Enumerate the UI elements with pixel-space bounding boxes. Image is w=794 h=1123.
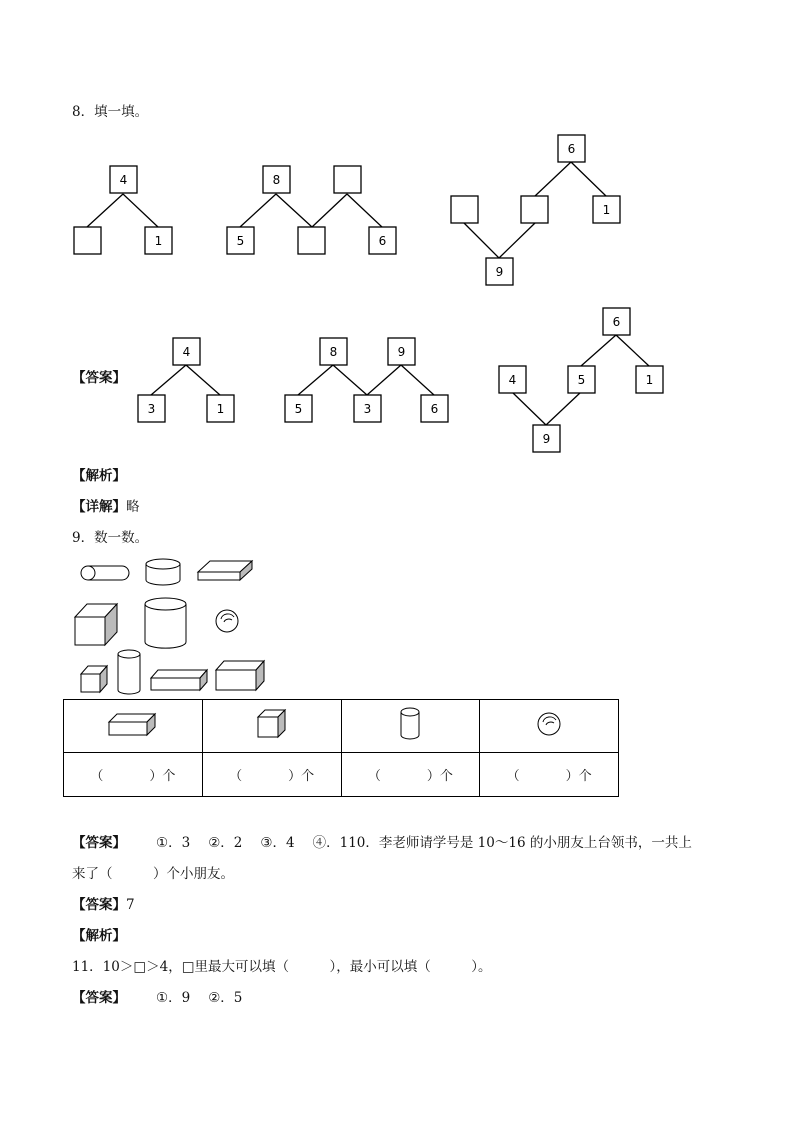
cylinder-icon (118, 650, 140, 694)
q9-count-cell-sphere[interactable]: （ ）个 (480, 753, 619, 797)
q8-q3-bottom: 9 (495, 265, 504, 279)
q11-answer-label: 【答案】 (72, 990, 126, 1006)
q9-header-cylinder (341, 700, 480, 753)
cube-icon (81, 666, 107, 692)
q8-q2-left: 5 (236, 234, 245, 248)
q8-q2-top1: 8 (272, 173, 281, 187)
sphere-icon (535, 710, 563, 738)
q9-header-cuboid (64, 700, 203, 753)
cylinder-icon (145, 598, 186, 648)
lying-cylinder-icon (81, 566, 129, 580)
q9-count-cell-cylinder[interactable]: （ ）个 (341, 753, 480, 797)
q8-a3-a: 4 (508, 373, 517, 387)
q8-a2-left: 5 (294, 402, 303, 416)
q11-text: 11．10＞□＞4，□里最大可以填（ ），最小可以填（ ）。 (72, 959, 492, 975)
q8-analysis-label: 【解析】 (72, 468, 126, 484)
q9-header-cube (202, 700, 341, 753)
cylinder-icon (398, 707, 422, 741)
q8-q1-right: 1 (154, 234, 163, 248)
q8-a3-b: 5 (577, 373, 586, 387)
q9-count-cell-cube[interactable]: （ ）个 (202, 753, 341, 797)
q8-q2-right: 6 (378, 234, 387, 248)
q11-answer-2: ②．5 (208, 990, 243, 1006)
q8-a2-top2: 9 (397, 345, 406, 359)
q8-detail-text: 略 (126, 499, 140, 515)
q9-count-table (63, 699, 619, 797)
sphere-icon (216, 610, 238, 632)
q11-answer-line (72, 989, 242, 1007)
q8-a1-left: 3 (147, 402, 156, 416)
q9-title: 9．数一数。 (72, 530, 149, 546)
cuboid-icon (198, 561, 252, 580)
q10-answer (72, 896, 135, 914)
q10-text-line1: 李老师请学号是 10～16 的小朋友上台领书，一共上 (378, 835, 692, 851)
q9-answer-line (72, 834, 692, 852)
q8-q3-top: 6 (567, 142, 576, 156)
q10-analysis-label: 【解析】 (72, 928, 126, 944)
q8-a2-right: 6 (430, 402, 439, 416)
q8-a1-top: 4 (182, 345, 191, 359)
q8-a2-mid: 3 (363, 402, 372, 416)
q8-detail-label: 【详解】 (72, 499, 126, 515)
q9-answer-label: 【答案】 (72, 835, 126, 851)
q8-a3-bottom: 9 (542, 432, 551, 446)
q10-answer-label: 【答案】 (72, 897, 126, 913)
q9-answer-2: ②．2 (208, 835, 243, 851)
q8-a2-top1: 8 (329, 345, 338, 359)
q8-title: 8．填一填。 (72, 104, 149, 120)
q8-a3-c: 1 (645, 373, 654, 387)
q11-answer-1: ①．9 (156, 990, 191, 1006)
cuboid-icon (151, 670, 207, 690)
cylinder-icon (146, 559, 180, 585)
q9-answer-3: ③．4 (260, 835, 295, 851)
q8-answer-label: 【答案】 (72, 370, 126, 386)
q10-number: 10． (348, 835, 379, 851)
q8-q3-c: 1 (602, 203, 611, 217)
q9-answer-4: ④．1 (312, 835, 349, 851)
q8-a1-right: 1 (216, 402, 225, 416)
cuboid-icon (107, 711, 159, 737)
q8-a3-top: 6 (612, 315, 621, 329)
q9-header-sphere (480, 700, 619, 753)
cube-icon (75, 604, 117, 645)
q9-answer-1: ①．3 (156, 835, 191, 851)
cube-icon (256, 709, 288, 739)
q9-count-cell-cuboid[interactable]: （ ）个 (64, 753, 203, 797)
q10-answer-value: 7 (126, 897, 135, 913)
cuboid-icon (216, 661, 264, 690)
q8-q1-top: 4 (119, 173, 128, 187)
q10-text-line2: 来了（ ）个小朋友。 (72, 866, 234, 882)
